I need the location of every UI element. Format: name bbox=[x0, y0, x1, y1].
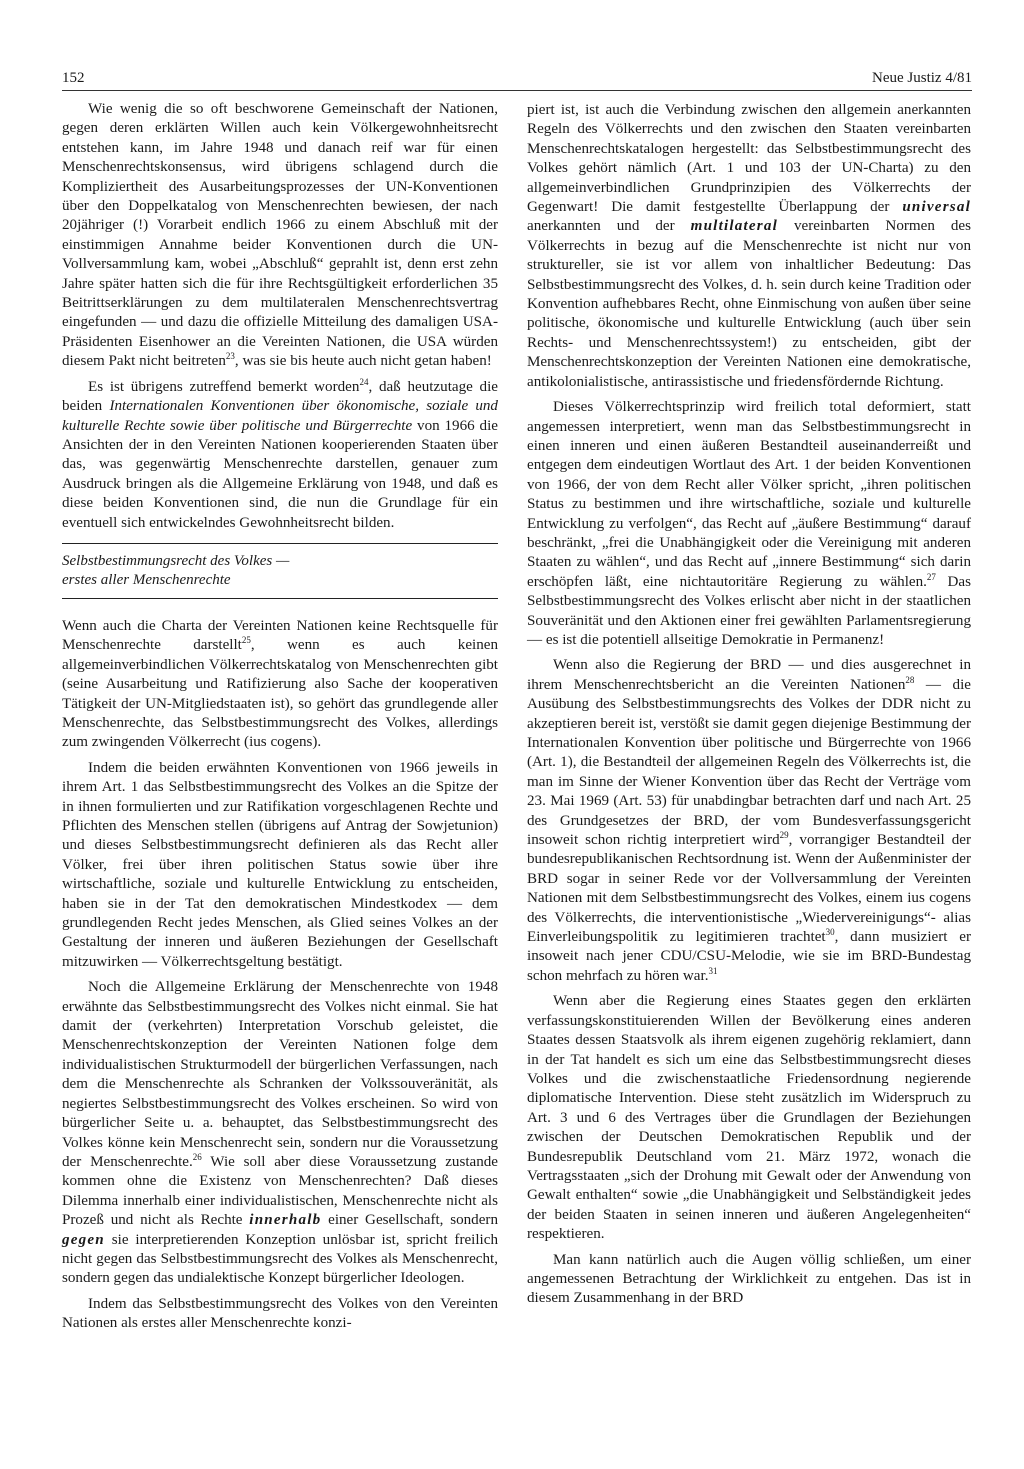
footnote-ref: 26 bbox=[192, 1151, 202, 1162]
paragraph: Wenn auch die Charta der Vereinten Nationen keine Rechtsquelle für Menschenrechte darstellt$^{25}$, wenn es auch keinen allgemeinverbindlichen Völkerrechtskatalog von Menschenrechten gibt (seine Ausarbeitung und Ratifizierung also Sache der kooperativen Tätigkeit der UN-Mitgliedstaaten ist), so gehört das grundlegende aller Menschenrechte, das Selbstbestimmungsrecht des Volkes, allerdings zum zwingenden Völkerrecht (ius cogens). bbox=[62, 617, 499, 751]
paragraph: piert ist, ist auch die Verbindung zwischen den allgemein anerkannten Regeln des Völkerrechts und den zwischen den Staaten vereinbarten Menschenrechtskatalogen hergestellt: das Selbstbestimmungsrecht des Volkes gehört nämlich (Art. 1 und 103 der UN-Charta) zu den allgemeinverbindlichen Grundprinzipien des Völkerrechts der Gegenwart! Die damit festgestellte Überlappung der universal anerkannten und der multilateral vereinbarten Normen des Völkerrechts in bezug auf die Menschenrechte ist nicht nur von struktureller, sie ist vor allem von inhaltlicher Bedeutung: Das Selbstbestimmungsrecht des Volkes, d. h. sein durch keine Tradition oder Konvention aufhebbares Recht, ohne Einmischung von außen über seine politische, ökonomische und kulturelle Entwicklung (auch über sein Rechts- und Menschenrechtssystem!) zu entscheiden, gibt der Menschenrechtskonzeption der Vereinten Nationen eine demokratische, antikolonialistische, antirassistische und friedensfördernde Richtung. bbox=[527, 102, 971, 390]
section-heading: Selbstbestimmungsrecht des Volkes — erstes aller Menschenrechte bbox=[62, 543, 498, 599]
paragraph: Indem das Selbstbestimmungsrecht des Volkes von den Vereinten Nationen als erstes aller Menschenrechte konzi- bbox=[62, 1295, 498, 1332]
header-rule bbox=[62, 90, 972, 91]
footnote-ref: 27 bbox=[926, 571, 936, 582]
left-column bbox=[62, 100, 498, 1340]
paragraph: Wenn also die Regierung der BRD — und dies ausgerechnet in ihrem Menschenrechtsbericht an die Vereinten Nationen$^{28}$ — die Ausübung des Selbstbestimmungsrechts des Volkes der DDR nicht zu akzeptieren bereit ist, verstößt sie damit gegen diejenige Bestimmung der Internationalen Konvention über politische und Bürgerrechte von 1966 (Art. 1), die Bestandteil der allgemeinen Regeln des Völkerrechts ist, die man im Sinne der Wiener Konvention über das Recht der Verträge vom 23. Mai 1969 (Art. 53) für unabdingbar betrachten darf und nach Art. 25 des Grundgesetzes der BRD, der vom Bundesverfassungsgericht insoweit schon richtig interpretiert wird$^{29}$, vorrangiger Bestandteil der bundesrepublikanischen Rechtsordnung ist. Wenn der Außenminister der BRD sogar in seiner Rede vor der Vollversammlung der Vereinten Nationen mit dem Selbstbestimmungsrecht des Volkes, einem ius cogens des Völkerrechts, die interventionistische „Wiedervereinigungs“- alias Einverleibungspolitik zu legitimieren trachtet$^{30}$, dann musiziert er insoweit nach jener CDU/CSU-Melodie, wie sie im BRD-Bundestag schon mehrfach zu hören war.$^{31}$ bbox=[527, 657, 971, 984]
emphasis: universal bbox=[902, 199, 971, 216]
emphasis: gegen bbox=[62, 1231, 105, 1248]
emphasis: multilateral bbox=[690, 218, 779, 235]
footnote-ref: 23 bbox=[225, 351, 235, 362]
emphasis: Internationalen Konventionen über ökonomische, soziale und kulturelle Rechte sowie über politische und Bürgerrechte bbox=[62, 398, 498, 434]
paragraph: Wenn aber die Regierung eines Staates gegen den erklärten verfassungskonstituierenden Willen der Bevölkerung eines anderen Staates dessen Staatsvolk als ihrem eigenen zugehörig reklamiert, dann in der Tat handelt es sich um eine das Selbstbestimmungsrecht dieses Volkes und die zwischenstaatliche Friedensordnung negierende diplomatische Intervention. Diese steht zusätzlich im Widerspruch zu Art. 3 und 6 des Vertrages über die Grundlagen der Beziehungen zwischen der Deutschen Demokratischen Republik und der Bundesrepublik Deutschland vom 21. März 1972, wonach die Vertragsstaaten „sich der Drohung mit Gewalt oder der Anwendung von Gewalt enthalten“ sowie „die Unabhängigkeit und Selbständigkeit jedes der beiden Staaten in seinen inneren und äußeren Angelegenheiten“ respektieren. bbox=[527, 993, 971, 1243]
right-column bbox=[527, 101, 971, 1315]
paragraph: Man kann natürlich auch die Augen völlig schließen, um einer angemessenen Betrachtung der Wirklichkeit zu entgehen. Das ist in diesem Zusammenhang in der BRD bbox=[527, 1251, 971, 1307]
journal-issue: Neue Justiz 4/81 bbox=[872, 70, 972, 86]
footnote-ref: 29 bbox=[779, 830, 789, 840]
footnote-ref: 31 bbox=[708, 965, 718, 976]
footnote-ref: 28 bbox=[905, 674, 915, 685]
paragraph: Es ist übrigens zutreffend bemerkt worden$^{24}$, daß heutzutage die beiden Internationalen Konventionen über ökonomische, soziale und kulturelle Rechte sowie über politische und Bürgerrechte von 1966 die Ansichten der in den Vereinten Nationen kooperierenden Staaten über das, was gegenwärtig Menschenrechte darstellen, genauer zum Ausdruck bringen als die Allgemeine Erklärung von 1948, und daß es diese beiden Konventionen sind, die nun die Grundlage für ein eventuell sich entwickelndes Gewohnheitsrecht bilden. bbox=[62, 376, 498, 531]
footnote-ref: 25 bbox=[241, 635, 251, 646]
paragraph: Wie wenig die so oft beschworene Gemeinschaft der Nationen, gegen deren erklärten Willen auch kein Völkergewohnheitsrecht entstehen kann, im Jahre 1948 und danach reif war für einen Menschenrechtskonsensus, wird übrigens schlagend durch die Kompliziertheit des Ausarbeitungsprozesses der UN-Konventionen über den Doppelkatalog von Menschenrechten bewiesen, der nach 20jähriger (!) Vorarbeit endlich 1966 zu einem Abschluß mit der einstimmigen Annahme beider Konventionen durch die UN-Vollversammlung kam, wobei „Abschluß“ geprahlt ist, denn erst zehn Jahre später hatten sich die für ihre Rechtsgültigkeit erforderlichen 35 Beitrittserklärungen zu dem multilateralen Menschenrechtsvertrag eingefunden — und dazu die offizielle Mitteilung des damaligen USA-Präsidenten Eisenhower an die Vereinten Nationen, die USA würden diesem Pakt nicht beitreten$^{23}$, was sie bis heute auch nicht getan haben! bbox=[62, 101, 498, 370]
emphasis: innerhalb bbox=[249, 1212, 322, 1229]
paragraph: Dieses Völkerrechtsprinzip wird freilich total deformiert, statt angemessen interpretiert, wenn man das Selbstbestimmungsrecht in einen inneren und einen äußeren Bestandteil auseinanderreißt und entgegen dem eindeutigen Wortlaut des Art. 1 der beiden Konventionen von 1966, der von dem Recht aller Völker spricht, „ihren politischen Status zu bestimmen und ihre wirtschaftliche, soziale und kulturelle Entwicklung zu verfolgen“, das Recht auf „äußere Bestimmung“ darauf beschränkt, „frei die Unabhängigkeit oder die Vereinigung mit anderen Staaten zu wählen“, und das Recht auf „innere Bestimmung“ sich darin erschöpfen läßt, eine nichtautoritäre Regierung zu wählen.$^{27}$ Das Selbstbestimmungsrecht des Volkes erlischt aber nicht in der staatlichen Souveränität und den Aktionen einer frei gewählten Parlamentsregierung — es ist die potentiell allseitige Demokratie in Permanenz! bbox=[527, 399, 971, 648]
footnote-ref: 24 bbox=[359, 376, 369, 387]
footnote-ref: 30 bbox=[825, 927, 835, 938]
paragraph: Indem die beiden erwähnten Konventionen von 1966 jeweils in ihrem Art. 1 das Selbstbestimmungsrecht des Volkes an die Spitze der in ihnen formulierten und zur Ratifikation vorgeschlagenen Rechte und Pflichten des Menschen stellen (übrigens auf Antrag der Sowjetunion) und dieses Selbstbestimmungsrecht definieren als das Recht aller Völker, frei über ihren politischen Status sowie über ihre wirtschaftliche, soziale und kulturelle Entwicklung zu entscheiden, haben sie in der Tat den demokratischen Mindestkodex — dem grundlegenden Recht jedes Menschen, als Glied seines Volkes an der Gestaltung der inneren und äußeren Beziehungen der Gesellschaft mitzuwirken — Völkerrechtsgeltung bestätigt. bbox=[62, 759, 498, 970]
page-number: 152 bbox=[62, 70, 85, 86]
paragraph: Noch die Allgemeine Erklärung der Menschenrechte von 1948 erwähnte das Selbstbestimmungsrecht des Volkes nicht einmal. Sie hat damit der (verkehrten) Interpretation Vorschub geleistet, die Menschenrechtskonzeption der Vereinten Nationen folge dem individualistischen Strukturmodell der bürgerlichen Verfassungen, nach dem die Menschenrechte als Schranken der Volkssouveränität, als negiertes Selbstbestimmungsrecht des Volkes erscheinen. So wird von bürgerlicher Seite u. a. behauptet, das Selbstbestimmungsrecht des Volkes könne kein Menschenrecht sein, sondern nur die Voraussetzung der Menschenrechte.$^{26}$ Wie soll aber diese Voraussetzung zustande kommen ohne die Existenz von Menschenrechten? Daß dieses Dilemma innerhalb einer individualistischen, Menschenrechte nicht als Prozeß und nicht als Rechte innerhalb einer Gesellschaft, sondern gegen sie interpretierenden Konzeption unlösbar ist, spricht freilich nicht gegen das Selbstbestimmungsrecht des Volkes als Menschenrecht, sondern gegen das undialektische Konzept bürgerlicher Ideologen. bbox=[62, 979, 499, 1287]
